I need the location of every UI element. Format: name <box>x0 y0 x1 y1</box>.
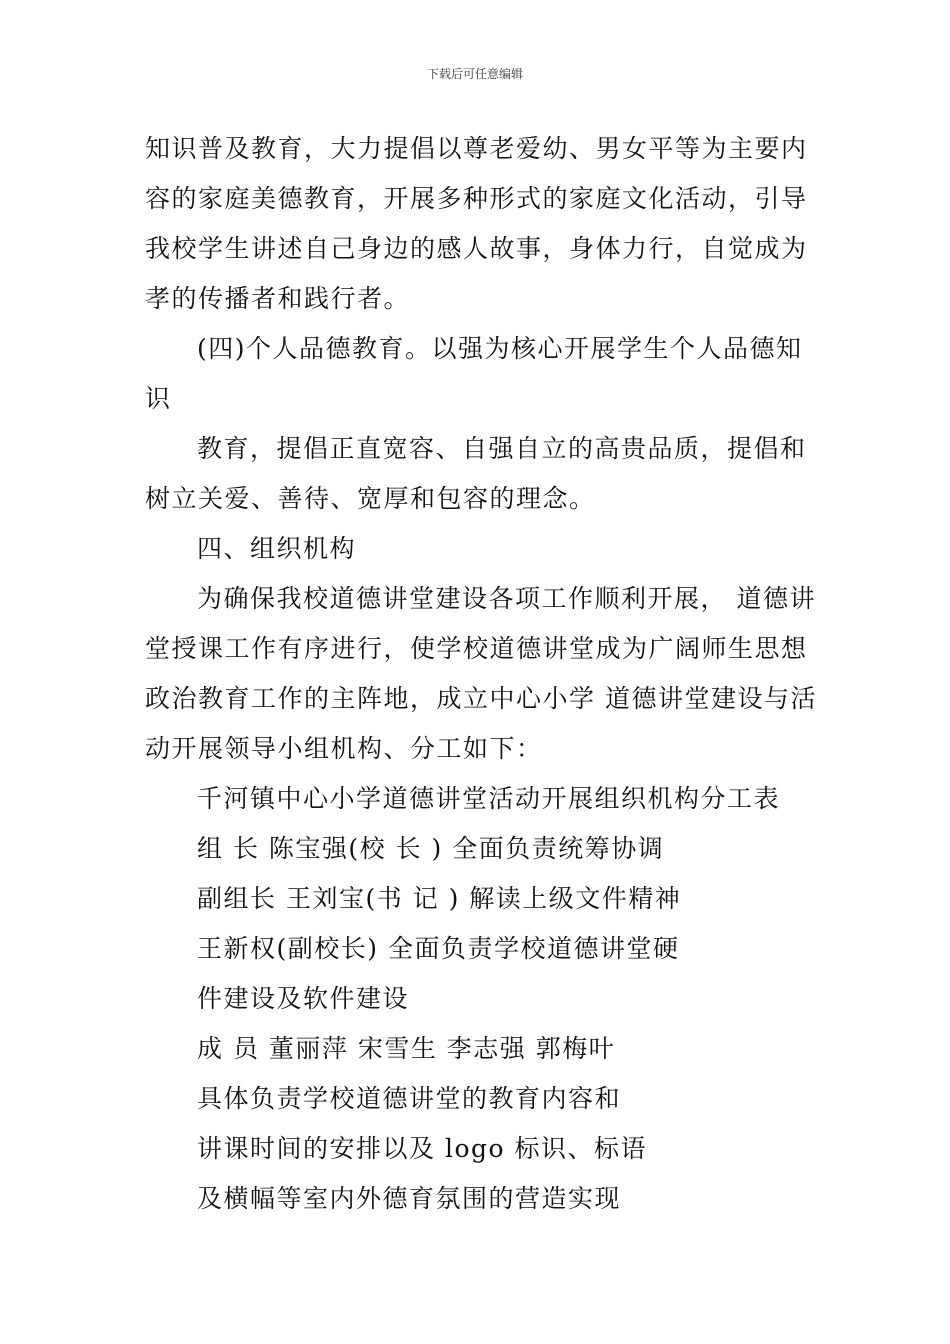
page-header: 下载后可任意编辑 <box>426 67 523 81</box>
section-heading: 四、组织机构 <box>197 534 357 563</box>
text-line: 动开展领导小组机构、分工如下： <box>145 734 543 763</box>
text-line: 容的家庭美德教育，开展多种形式的家庭文化活动，引导 <box>145 184 808 213</box>
org-row-continued: 件建设及软件建设 <box>197 984 410 1013</box>
org-row-leader: 组 长 陈宝强(校 长 ) 全面负责统筹协调 <box>197 834 665 863</box>
org-row-deputy: 副组长 王刘宝(书 记 ) 解读上级文件精神 <box>197 884 682 913</box>
text-line: 孝的传播者和践行者。 <box>145 284 411 313</box>
text-line: 知识普及教育，大力提倡以尊老爱幼、男女平等为主要内 <box>145 134 808 163</box>
org-row-duty: 具体负责学校道德讲堂的教育内容和 <box>197 1084 622 1113</box>
table-title: 千河镇中心小学道德讲堂活动开展组织机构分工表 <box>197 784 781 813</box>
org-row-members: 成 员 董丽萍 宋雪生 李志强 郭梅叶 <box>197 1034 616 1063</box>
text-line: 识 <box>145 384 172 413</box>
text-line: 我校学生讲述自己身边的感人故事，身体力行，自觉成为 <box>145 234 808 263</box>
org-row-deputy-2: 王新权(副校长) 全面负责学校道德讲堂硬 <box>197 934 680 963</box>
text-line: 政治教育工作的主阵地，成立中心小学 道德讲堂建设与活 <box>145 684 817 713</box>
section-heading: (四)个人品德教育。以强为核心开展学生个人品德知 <box>197 334 803 363</box>
document-body <box>145 124 817 1224</box>
org-row-duty: 讲课时间的安排以及 logo 标识、标语 <box>197 1134 647 1163</box>
text-line: 为确保我校道德讲堂建设各项工作顺利开展， 道德讲 <box>197 584 816 613</box>
org-row-duty: 及横幅等室内外德育氛围的营造实现 <box>197 1184 622 1213</box>
text-line: 堂授课工作有序进行，使学校道德讲堂成为广阔师生思想 <box>145 634 808 663</box>
text-line: 树立关爱、善待、宽厚和包容的理念。 <box>145 484 596 513</box>
text-line: 教育，提倡正直宽容、自强自立的高贵品质，提倡和 <box>197 434 807 463</box>
